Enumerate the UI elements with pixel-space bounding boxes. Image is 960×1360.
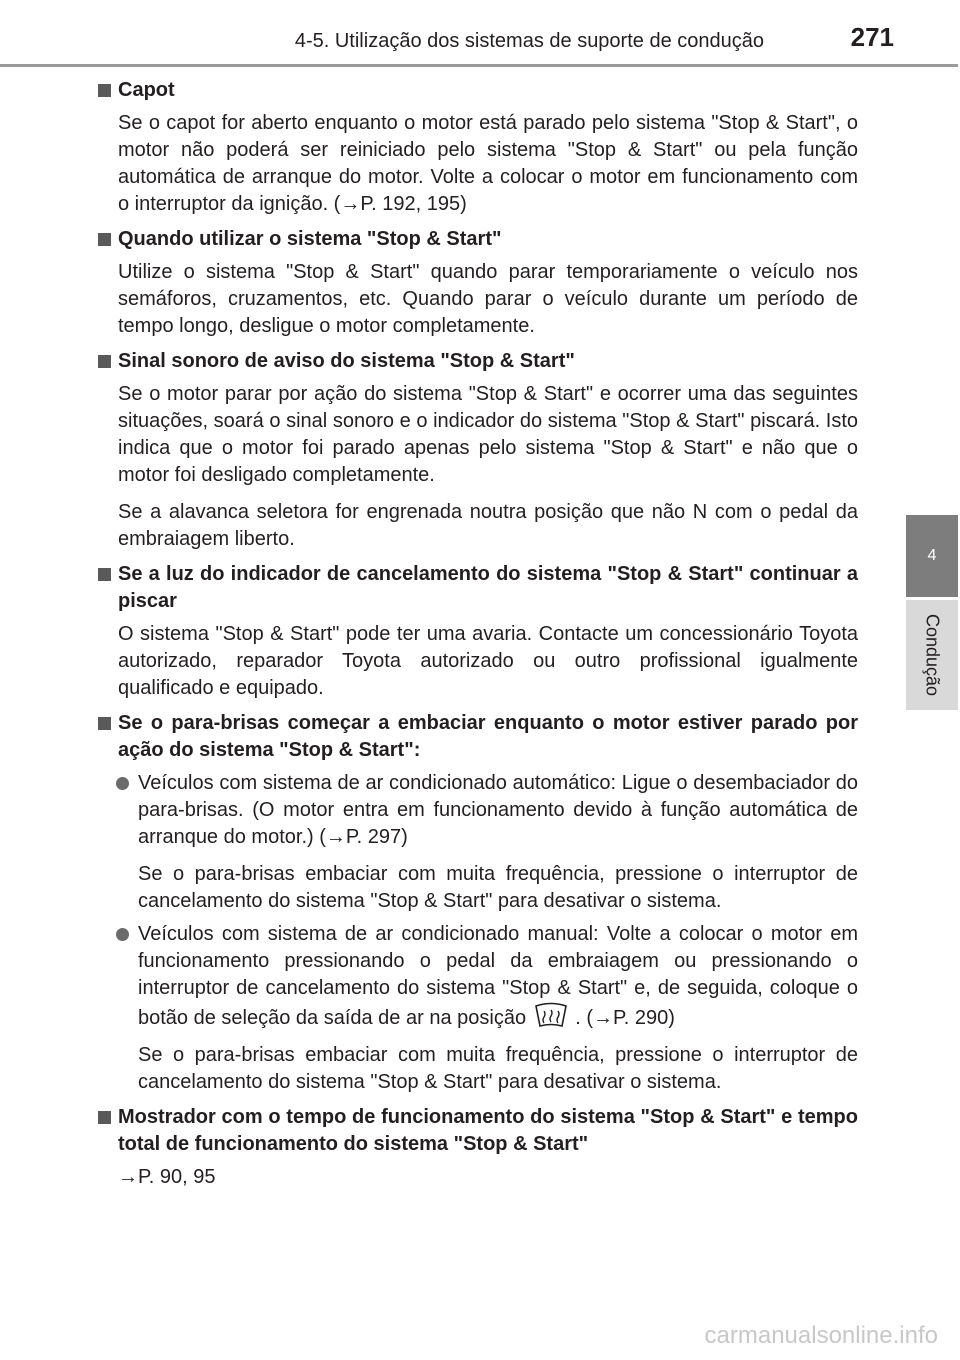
header-divider [0, 64, 958, 67]
paragraph: Se o para-brisas embaciar com muita frequência, pressione o interruptor de cancelamento do sistema "Stop & Start" para desativar o sistema. [138, 1044, 858, 1093]
square-bullet-icon [98, 1111, 111, 1124]
section-heading-text: Quando utilizar o sistema "Stop & Start" [118, 228, 502, 250]
paragraph: Se o capot for aberto enquanto o motor está parado pelo sistema "Stop & Start", o motor não poderá ser reiniciado pelo sistema "Stop & Start" ou pela função automática de arranque do motor. Volte a colocar o motor em funcionamento com o interruptor da ignição. (→P. 192, 195) [118, 112, 858, 215]
square-bullet-icon [98, 233, 111, 246]
section-heading-text: Sinal sonoro de aviso do sistema "Stop & Start" [118, 350, 575, 372]
section-windshield-fog [96, 710, 858, 1096]
square-bullet-icon [98, 568, 111, 581]
page-content [96, 77, 858, 1199]
chapter-tab-label [906, 600, 958, 710]
chapter-label-text: Condução [922, 613, 943, 697]
section-heading [96, 348, 858, 375]
section-heading [96, 710, 858, 764]
section-heading-text: Se o para-brisas começar a embaciar enquanto o motor estiver parado por ação do sistema "Stop & Start": [118, 712, 858, 761]
section-warning-buzzer [96, 348, 858, 553]
square-bullet-icon [98, 717, 111, 730]
section-heading [96, 561, 858, 615]
section-heading [96, 226, 858, 253]
section-run-time-display [96, 1104, 858, 1191]
paragraph: Utilize o sistema "Stop & Start" quando parar temporariamente o veículo nos semáforos, cruzamentos, etc. Quando parar o veículo durante um período de tempo longo, desligue o motor completamente. [118, 261, 858, 337]
page-reference: →P. 90, 95 [118, 1166, 216, 1188]
section-heading-text: Capot [118, 79, 175, 101]
paragraph: Se o para-brisas embaciar com muita frequência, pressione o interruptor de cancelamento do sistema "Stop & Start" para desativar o sistema. [138, 863, 858, 912]
windshield-defroster-icon [532, 1002, 570, 1030]
section-heading-text: Se a luz do indicador de cancelamento do sistema "Stop & Start" continuar a piscar [118, 563, 858, 612]
list-item-text: Veículos com sistema de ar condicionado automático: Ligue o desembaciador do para-brisas. (O motor entra em funcionamento devido à função automática de arranque do motor.) (→P. 297) [138, 772, 858, 848]
watermark: carmanualsonline.info [704, 1322, 938, 1349]
chapter-tab-number: 4 [906, 515, 958, 597]
paragraph: Se o motor parar por ação do sistema "Stop & Start" e ocorrer uma das seguintes situações, soará o sinal sonoro e o indicador do sistema "Stop & Start" piscará. Isto indica que o motor foi parado apenas pelo sistema "Stop & Start" e não que o motor foi desligado completamente. [118, 383, 858, 486]
square-bullet-icon [98, 84, 111, 97]
round-bullet-icon [116, 928, 129, 941]
round-bullet-icon [116, 777, 129, 790]
page-number: 271 [850, 22, 894, 52]
section-heading [96, 77, 858, 104]
list-item-text-tail: . (→P. 290) [575, 1007, 675, 1029]
list-item [96, 770, 858, 851]
paragraph: Se a alavanca seletora for engrenada noutra posição que não N com o pedal da embraiagem liberto. [118, 501, 858, 550]
list-item-text: Veículos com sistema de ar condicionado manual: Volte a colocar o motor em funcionamento pressionando o pedal da embraiagem ou pressionando o interruptor de cancelamento do sistema "Stop & Start" e, de seguida, coloque o botão de seleção da saída de ar na posição [138, 923, 858, 1029]
section-heading-text: Mostrador com o tempo de funcionamento do sistema "Stop & Start" e tempo total de funcionamento do sistema "Stop & Start" [118, 1106, 858, 1155]
page-header [0, 0, 960, 64]
section-cancel-indicator [96, 561, 858, 702]
list-item [96, 921, 858, 1032]
section-heading [96, 1104, 858, 1158]
section-title: 4-5. Utilização dos sistemas de suporte de condução [294, 30, 764, 52]
section-capot [96, 77, 858, 218]
section-when-to-use [96, 226, 858, 340]
square-bullet-icon [98, 355, 111, 368]
paragraph: O sistema "Stop & Start" pode ter uma avaria. Contacte um concessionário Toyota autorizado, reparador Toyota autorizado ou outro profissional igualmente qualificado e equipado. [118, 623, 858, 699]
